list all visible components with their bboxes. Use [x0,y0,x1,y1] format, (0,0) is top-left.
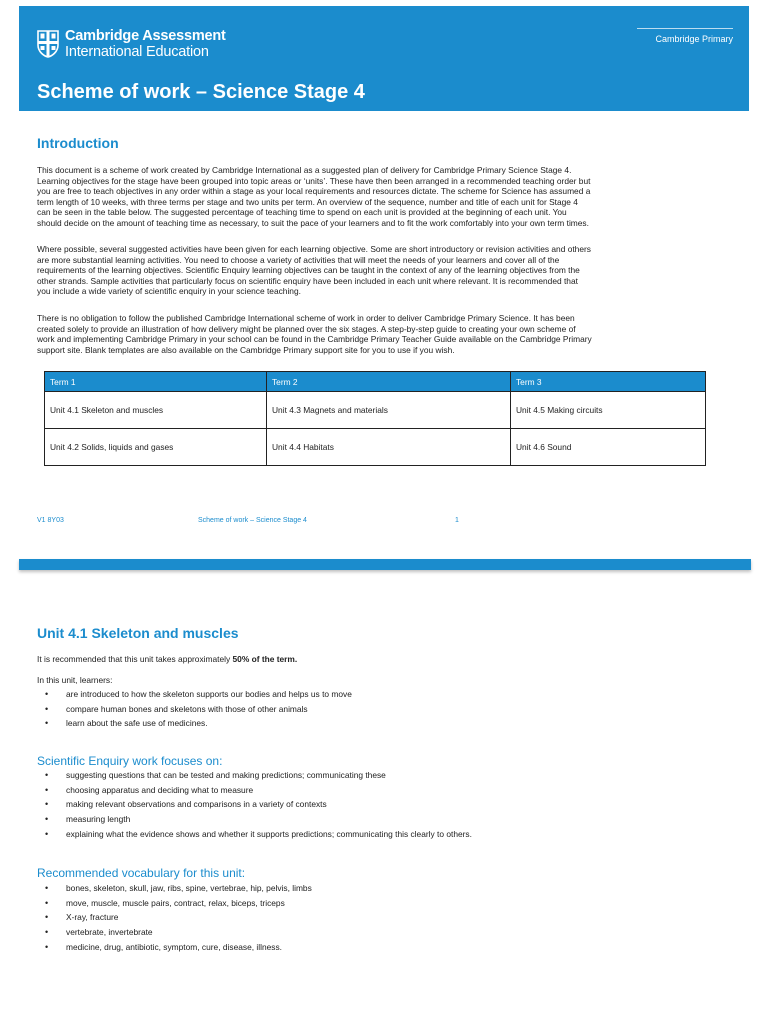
document-title: Scheme of work – Science Stage 4 [37,81,365,103]
intro-paragraph-1 [37,165,707,228]
list-item: • measuring length [45,814,472,829]
list-item: • bones, skeleton, skull, jaw, ribs, spine, vertebrae, hip, pelvis, limbs [45,883,312,898]
text-line: are more substantial learning activities. You need to choose a variety of activities that will meet the needs of your learners and cover all of the [37,254,560,265]
recommendation-text: It is recommended that this unit takes approximately [37,654,233,664]
crest-icon [37,30,59,58]
text-line: support site. Blank templates are also available on the Cambridge Primary support site for you to use if you wish. [37,344,455,355]
list-item: • explaining what the evidence shows and whether it supports predictions; communicating this clearly to others. [45,829,472,844]
table-row [45,392,706,429]
text-line: can be seen in the table below. The suggested percentage of teaching time to spend on each unit is provided at the beginning of each unit. You [37,207,567,217]
vocab-heading: Recommended vocabulary for this unit: [37,866,246,880]
text-line: term length of 10 weeks, with three terms per stage and two units per term. An overview of the sequence, number and title of each unit for Stage 4 [37,196,578,207]
text-line: you are free to teach objectives in any order within a stage as your local requirements and resources dictate. The scheme for Science has assumed a [37,186,591,196]
list-item: • making relevant observations and comparisons in a variety of contexts [45,799,472,814]
intro-paragraph-2 [37,244,707,297]
text-line: created solely to provide an illustration of how delivery might be planned over the six stages. A step-by-step guide to creating your own scheme of [37,323,576,334]
list-item: • X-ray, fracture [45,912,312,927]
list-item: • suggesting questions that can be tested and making predictions; communicating these [45,770,472,785]
programme-label: Cambridge Primary [655,34,733,44]
list-item: • move, muscle, muscle pairs, contract, relax, biceps, triceps [45,898,312,913]
learners-intro: In this unit, learners: [37,675,113,685]
enquiry-list [45,770,472,843]
table-cell: Unit 4.1 Skeleton and muscles [45,392,267,429]
intro-heading: Introduction [37,135,119,151]
text-line: There is no obligation to follow the published Cambridge International scheme of work in order to deliver Cambridge Primary Science. It has been [37,313,575,323]
terms-table [44,371,706,466]
footer-version: V1 8Y03 [37,517,64,524]
org-name-line2: International Education [65,44,209,60]
text-line: requirements of the learning objectives. Scientific Enquiry learning objectives can be taught in the context of any of the learning objectives from the [37,265,580,275]
intro-paragraph-3 [37,313,707,355]
list-item: • are introduced to how the skeleton supports our bodies and helps us to move [45,689,352,704]
text-line: Learning objectives for the stage have been grouped into topic areas or ‘units’. These have then been arranged in a recommended teaching order but [37,175,591,186]
recommendation-percentage: 50% of the term. [232,654,298,664]
table-row [45,429,706,466]
table-cell: Unit 4.2 Solids, liquids and gases [45,429,267,466]
page-2-header-bar [19,559,751,570]
text-line: Where possible, several suggested activities have been given for each learning objective. Some are short introductory or revision activities and others [37,244,591,254]
header-banner [19,6,749,111]
term-1-header: Term 1 [45,372,267,392]
vocab-list [45,883,312,956]
table-header-row [45,372,706,392]
unit-heading: Unit 4.1 Skeleton and muscles [37,625,239,641]
enquiry-heading: Scientific Enquiry work focuses on: [37,754,223,768]
text-line: other strands. Sample activities that particularly focus on scientific enquiry have been included in each unit where relevant. It is recommended that [37,275,578,286]
unit-recommendation [37,654,297,664]
cambridge-logo [37,28,226,60]
org-name-line1: Cambridge Assessment [65,28,226,44]
table-cell: Unit 4.6 Sound [511,429,706,466]
text-line: should decide on the amount of teaching time as necessary, to suit the pace of your learners and to fit the work comfortably into your own term times. [37,217,589,228]
footer-page-number: 1 [455,517,459,524]
text-line: This document is a scheme of work created by Cambridge International as a suggested plan of delivery for Cambridge Primary Science Stage 4. [37,165,572,175]
table-cell: Unit 4.4 Habitats [267,429,511,466]
text-line: work and implementing Cambridge Primary in your school can be found in the Cambridge Primary Teacher Guide available on the Cambridge Primary [37,334,592,344]
list-item: • vertebrate, invertebrate [45,927,312,942]
list-item: • medicine, drug, antibiotic, symptom, cure, disease, illness. [45,942,312,957]
term-3-header: Term 3 [511,372,706,392]
term-2-header: Term 2 [267,372,511,392]
table-cell: Unit 4.5 Making circuits [511,392,706,429]
text-line: you include a wide variety of scientific enquiry in your science teaching. [37,286,301,296]
learners-list [45,689,352,733]
programme-rule [637,28,733,29]
table-cell: Unit 4.3 Magnets and materials [267,392,511,429]
list-item: • learn about the safe use of medicines. [45,718,352,733]
footer-doc-name: Scheme of work – Science Stage 4 [198,517,307,524]
list-item: • compare human bones and skeletons with those of other animals [45,704,352,719]
list-item: • choosing apparatus and deciding what to measure [45,785,472,800]
